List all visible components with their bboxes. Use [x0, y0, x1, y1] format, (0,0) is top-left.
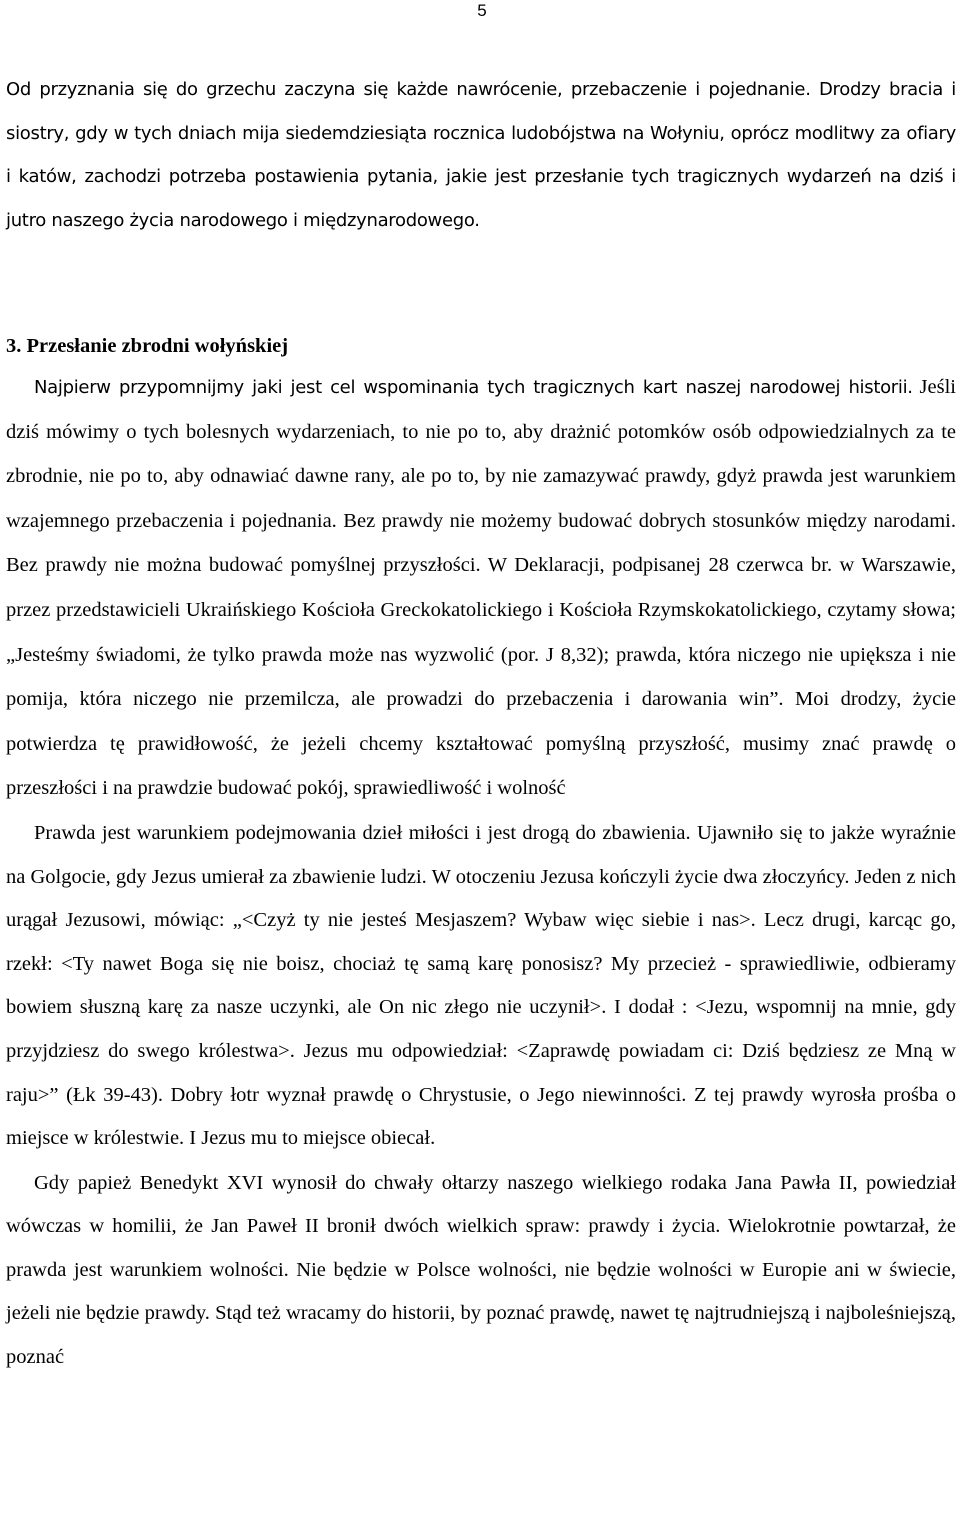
section-body [6, 366, 956, 1380]
page-number: 5 [477, 1, 487, 20]
section-heading: 3. Przesłanie zbrodni wołyńskiej [6, 335, 289, 357]
section-paragraph-1 [6, 366, 956, 812]
paragraph-1-lead: Najpierw przypomnijmy jaki jest cel wspominania tych tragicznych kart naszej narodowej historii. [34, 377, 913, 398]
section-heading-block [6, 326, 956, 366]
intro-paragraph: Od przyznania się do grzechu zaczyna się każde nawrócenie, przebaczenie i pojednanie. Drodzy bracia i siostry, gdy w tych dniach mija siedemdziesiąta rocznica ludobójstwa na Wołyniu, oprócz modlitwy za ofiary i katów, zachodzi potrzeba postawienia pytania, jakie jest przesłanie tych tragicznych wydarzeń na dziś i jutro naszego życia narodowego i międzynarodowego. [6, 79, 956, 231]
section-paragraph-3: Gdy papież Benedykt XVI wynosił do chwały ołtarzy naszego wielkiego rodaka Jana Pawła II, powiedział wówczas w homilii, że Jan Paweł II bronił dwóch wielkich spraw: prawdy i życia. Wielokrotnie powtarzał, że prawda jest warunkiem wolności. Nie będzie w Polsce wolności, nie będzie wolności w Europie ani w świecie, jeżeli nie będzie prawdy. Stąd też wracamy do historii, by poznać prawdę, nawet tę najtrudniejszą i najboleśniejszą, poznać [6, 1171, 956, 1369]
paragraph-1-body: Jeśli dziś mówimy o tych bolesnych wydarzeniach, to nie po to, aby drażnić potomków osób odpowiedzialnych za te zbrodnie, nie po to, aby odnawiać dawne rany, ale po to, by nie zamazywać prawdy, gdyż prawda jest warunkiem wzajemnego przebaczenia i pojednania. Bez prawdy nie możemy budować dobrych stosunków między narodami. Bez prawdy nie można budować pomyślnej przyszłości. W Deklaracji, podpisanej 28 czerwca br. w Warszawie, przez przedstawicieli Ukraińskiego Kościoła Greckokatolickiego i Kościoła Rzymskokatolickiego, czytamy słowa; „Jesteśmy świadomi, że tylko prawda może nas wyzwolić (por. J 8,32); prawda, która niczego nie upiększa i nie pomija, która niczego nie przemilcza, ale prowadzi do przebaczenia i darowania win”. Moi drodzy, życie potwierdza tę prawidłowość, że jeżeli chcemy kształtować pomyślną przyszłość, musimy znać prawdę o przeszłości i na prawdzie budować pokój, sprawiedliwość i wolność [6, 376, 956, 800]
intro-paragraph-block [6, 68, 956, 242]
section-paragraph-2: Prawda jest warunkiem podejmowania dzieł miłości i jest drogą do zbawienia. Ujawniło się to jakże wyraźnie na Golgocie, gdy Jezus umierał za zbawienie ludzi. W otoczeniu Jezusa kończyli życie dwa złoczyńcy. Jeden z nich urągał Jezusowi, mówiąc: „<Czyż ty nie jesteś Mesjaszem? Wybaw więc siebie i nas>. Lecz drugi, karcąc go, rzekł: <Ty nawet Boga się nie boisz, chociaż tę samą karę ponosisz? My przecież - sprawiedliwie, odbieramy bowiem słuszną karę za nasze uczynki, ale On nic złego nie uczynił>. I dodał : <Jezu, wspomnij na mnie, gdy przyjdziesz do swego królestwa>. Jezus mu odpowiedział: <Zaprawdę powiadam ci: Dziś będziesz ze Mną w raju>” (Łk 39-43). Dobry łotr wyznał prawdę o Chrystusie, o Jego niewinności. Z tej prawdy wyrosła prośba o miejsce w królestwie. I Jezus mu to miejsce obiecał. [6, 821, 956, 1150]
